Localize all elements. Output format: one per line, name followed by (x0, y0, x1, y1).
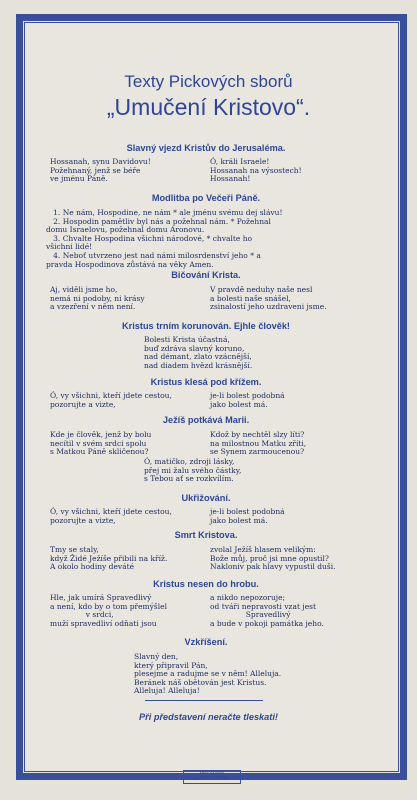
section-text-center: Ó, matičko, zdroji lásky, přej mi žalu svého částky, s Tebou ať se rozkvílím. (144, 457, 242, 484)
section-text-right: V pravdě neduhy naše nesl a bolesti naše snášel, zsinalostí jeho uzdraveni jsme. (210, 285, 327, 312)
section-text-left: Ó, vy všichni, kteří jdete cestou, pozorujte a vizte, (50, 391, 172, 409)
section-text-left: Hossanah, synu Davidovu! Požehnaný, jenž se béře ve jménu Páně. (50, 157, 151, 184)
section-text-right: Kdož by nechtěl slzy líti? na milostnou Matku zříti, se Synem zarmoucenou? (210, 430, 307, 457)
printer-stamp-line1: KNIHTISKÁRNA (199, 771, 225, 775)
footer-note: Při představení neračte tleskati! (139, 712, 278, 722)
section-text-left: Hle, jak umírá Spravedlivý a není, kdo by o tom přemýšlel v srdci, muží spravedliví odňati jsou (50, 593, 167, 628)
section-heading: Bičování Krista. (171, 270, 241, 280)
section-text: 1. Ne nám, Hospodine, ne nám * ale jménu svému dej slávu! 2. Hospodin pamětliv byl nás a požehnal nám. * Požehnal domu Israelovu, požehnal domu Aronovu. 3. Chvalte Hospodina všichni národové, * chvalte ho všichni lidé! 4. Neboť utvrzeno jest nad námi milosrdenství jeho * a pravda Hospodinova zůstává na věky Amen. (46, 208, 283, 269)
section-text-left: Aj, viděli jsme ho, nemá ni podoby, ni krásy a vzezření v něm není. (50, 285, 145, 312)
divider-line (145, 700, 263, 701)
section-text-center: Slavný den, který připravil Pán, plesejme a radujme se v něm! Alleluja. Beránek náš obětován jest Kristus. Alleluja! Alleluja! (134, 652, 282, 696)
section-text-right: je-li bolest podobná jako bolest má. (210, 391, 285, 409)
section-heading: Slavný vjezd Kristův do Jerusaléma. (126, 143, 286, 153)
section-heading: Ježíš potkává Marii. (162, 415, 250, 425)
section-heading: Vzkříšení. (184, 637, 228, 647)
printer-stamp (183, 770, 241, 784)
section-heading: Kristus trním korunován. Ejhle člověk! (122, 321, 290, 331)
printer-stamp-line2: B. STIBOR & ZÁRUBA (194, 775, 230, 780)
poster-title-line1: Texty Pickových sborů (124, 72, 293, 91)
section-heading: Modlitba po Večeři Páně. (151, 193, 261, 203)
poster-title-line2: „Umučení Kristovo“. (106, 94, 311, 120)
section-text-center: Bolesti Krista účastná, buď zdráva slavný koruno, nad démant, zlato vzácnější, nad diadem hvězd krásnější. (144, 335, 253, 370)
section-heading: Ukřižování. (181, 493, 231, 503)
section-text-right: zvolal Ježíš hlasem velikým: Bože můj, proč jsi mne opustil? Nakloniv pak hlavy vypustil duši. (210, 545, 336, 572)
section-text-left: Kde je člověk, jenž by bolu necítil v svém srdci spolu s Matkou Páně skličenou? (50, 430, 152, 457)
section-text-left: Ó, vy všichni, kteří jdete cestou, pozorujte a vizte, (50, 507, 172, 525)
section-text-right: Ó, králi Israele! Hossanah na výsostech! Hossanah! (210, 157, 302, 184)
section-heading: Kristus klesá pod křížem. (150, 377, 262, 387)
section-text-right: a nikdo nepozoruje; od tváři nepravosti vzat jest Spravedlivý a bude v pokoji památka jeho. (210, 593, 324, 628)
section-text-left: Tmy se staly, když Židé Ježíše přibili na kříž. A okolo hodiny deváté (50, 545, 168, 572)
section-heading: Smrt Kristova. (174, 530, 238, 540)
section-heading: Kristus nesen do hrobu. (153, 579, 259, 589)
section-text-right: je-li bolest podobná jako bolest má. (210, 507, 285, 525)
